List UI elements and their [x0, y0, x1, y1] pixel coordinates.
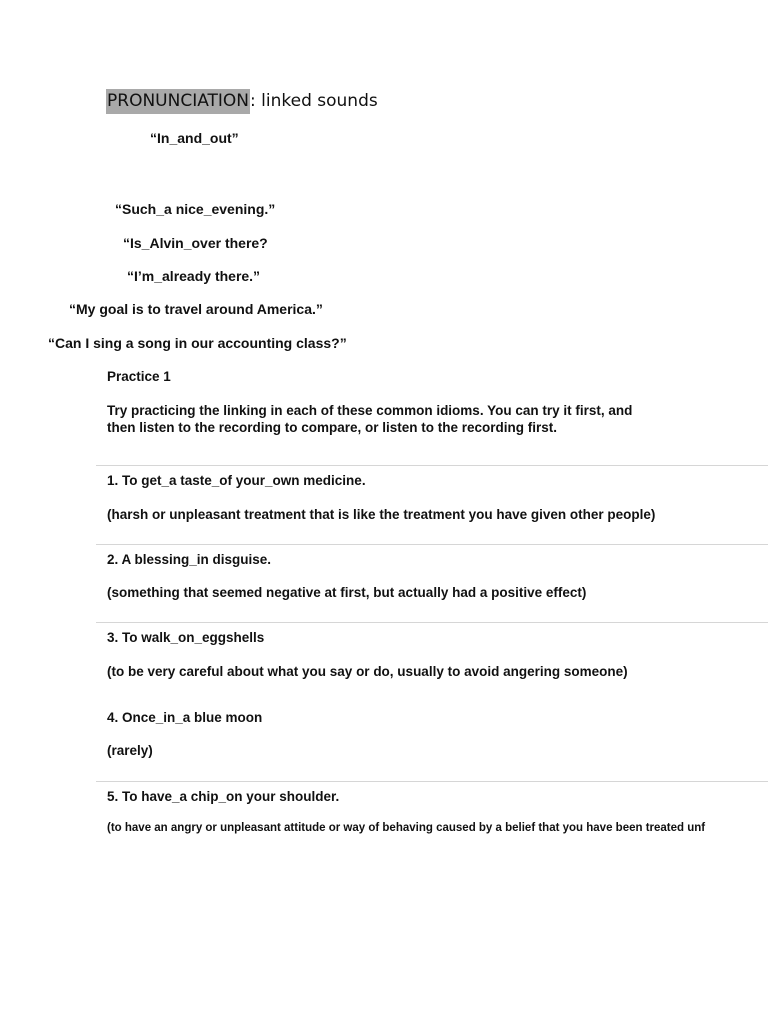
practice-instructions-line-1: Try practicing the linking in each of these common idioms. You can try it first, and: [107, 403, 633, 418]
idiom-2-phrase: 2. A blessing_in disguise.: [107, 552, 272, 567]
example-6: “Can I sing a song in our accounting class?”: [48, 335, 347, 351]
idiom-5-phrase: 5. To have_a chip_on your shoulder.: [107, 789, 340, 804]
example-1: “In_and_out”: [150, 130, 239, 146]
title-highlight: PRONUNCIATION: [106, 89, 250, 114]
example-5: “My goal is to travel around America.”: [69, 301, 323, 317]
idiom-3-meaning: (to be very careful about what you say or do, usually to avoid angering someone): [107, 664, 628, 679]
divider: [96, 781, 768, 782]
divider: [96, 544, 768, 545]
practice-instructions-line-2: then listen to the recording to compare, or listen to the recording first.: [107, 420, 558, 435]
idiom-1-phrase: 1. To get_a taste_of your_own medicine.: [107, 473, 366, 488]
practice-heading: Practice 1: [107, 369, 171, 384]
title-rest: : linked sounds: [250, 91, 378, 111]
example-2: “Such_a nice_evening.”: [115, 201, 276, 217]
idiom-4-meaning: (rarely): [107, 743, 153, 758]
idiom-5-meaning: (to have an angry or unpleasant attitude or way of behaving caused by a belief that you have been treated unf: [107, 822, 706, 834]
divider: [96, 622, 768, 623]
divider: [96, 465, 768, 466]
example-3: “Is_Alvin_over there?: [123, 235, 268, 251]
page-title: [106, 91, 378, 111]
idiom-2-meaning: (something that seemed negative at first, but actually had a positive effect): [107, 585, 587, 600]
idiom-1-meaning: (harsh or unpleasant treatment that is like the treatment you have given other people): [107, 507, 656, 522]
idiom-4-phrase: 4. Once_in_a blue moon: [107, 710, 263, 725]
example-4: “I’m_already there.”: [127, 268, 261, 284]
idiom-3-phrase: 3. To walk_on_eggshells: [107, 630, 265, 645]
